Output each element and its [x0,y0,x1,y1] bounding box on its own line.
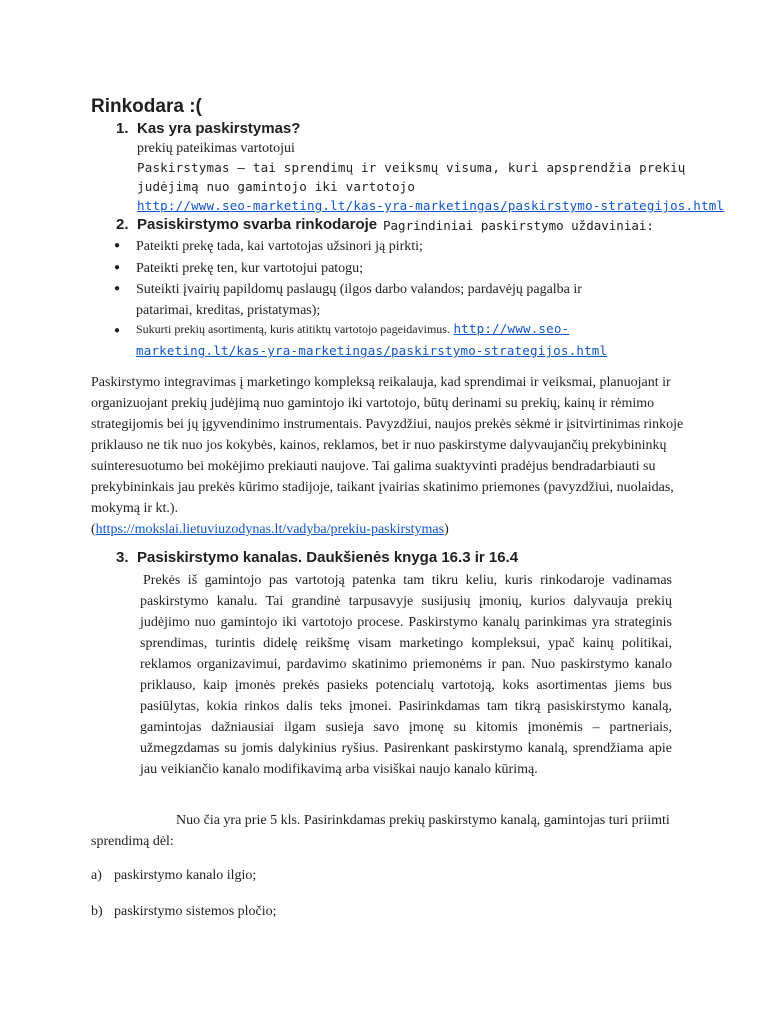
bullet-item-4-link-part1[interactable]: http://www.seo- [453,321,570,336]
section1-line1: prekių pateikimas vartotojui [137,141,295,156]
page-title: Rinkodara :( [91,96,202,117]
bullet-item-4-text: Sukurti prekių asortimentą, kuris atitiktų vartotojo pageidavimus. [136,322,450,336]
bullet-item-4 [136,318,656,362]
section2-subheading: Pagrindiniai paskirstymo uždaviniai: [383,218,654,233]
bullet-item-3: Suteikti įvairių papildomų paslaugų (ilgos darbo valandos; pardavėjų pagalba ir patarimai, kreditas, pristatymas); [136,282,582,318]
paren-open: ( [91,522,96,537]
bullet-item-1: Pateikti prekę tada, kai vartotojas užsinori ją pirkti; [136,239,423,254]
section3-paragraph: Prekės iš gamintojo pas vartotoją patenka tam tikru keliu, kuris rinkodaroje vadinamas paskirstymo kanalu. Tai grandinė tarpusavyje susijusių įmonių, kurios dalyvauja prekių judėjimo nuo gamintojo iki vartotojo procese. Paskirstymo kanalų parinkimas yra strateginis sprendimas, turintis didelę reikšmę visam marketingo kompleksui, ypač kainų politikai, reklamos organizavimui, pardavimo skatinimo priemonėms ir pan. Nuo paskirstymo kanalo priklauso, kaip įmonės prekės pasieks potencialų vartotoją, koks asortimentas jiems bus pasiūlytas, kokia rinkos dalis teks įmonei. Pasirinkdamas tam tikrą pasiskirstymo kanalą, gamintojas dažniausiai ilgam susieja savo įmonę su kitomis įmonėmis – partneriais, užmegzdamas su jomis dalykinius ryšius. Pasirenkant paskirstymo kanalą, sprendžiama apie jau veikiančio kanalo modifikavimą arba visiškai naujo kanalo kūrimą. [140,573,672,777]
section1-number: 1. [116,120,129,137]
section3-number: 3. [116,549,129,566]
bullet-icon: ● [114,325,121,336]
section1-line2: Paskirstymas – tai sprendimų ir veiksmų visuma, kuri apsprendžia prekių [137,160,686,175]
section3-heading: Pasiskirstymo kanalas. Daukšienės knyga 16.3 ir 16.4 [137,549,519,566]
paren-close: ) [444,522,449,537]
section2-heading: Pasiskirstymo svarba rinkodaroje [137,216,378,233]
list-item-b: paskirstymo sistemos pločio; [114,904,277,919]
bullet-item-2: Pateikti prekę ten, kur vartotojui patogu; [136,261,364,276]
bullet-icon: ● [114,283,121,294]
section1-line3: judėjimą nuo gamintojo iki vartotojo [137,179,416,194]
list-marker-b: b) [91,904,103,919]
section2-number: 2. [116,216,129,233]
mokslai-link[interactable]: https://mokslai.lietuviuzodynas.lt/vadyba/prekiu-paskirstymas [95,522,445,537]
list-marker-a: a) [91,868,102,883]
section1-link[interactable]: http://www.seo-marketing.lt/kas-yra-marketingas/paskirstymo-strategijos.html [137,198,725,213]
integration-paragraph-text: Paskirstymo integravimas į marketingo kompleksą reikalauja, kad sprendimai ir veiksmai, planuojant ir organizuojant prekių judėjimą nuo gamintojo iki vartotojo, būtų derinami su prekių, kainų ir rėmimo strategijomis bei jų įgyvendinimo instrumentais. Pavyzdžiui, naujos prekės sėkmė ir įsitvirtinimas rinkoje priklauso ne tik nuo jos kokybės, kainos, reklamos, bet ir nuo paskirstyme dalyvaujančių prekybininkų suinteresuotumo bei mokėjimo prekiauti naujove. Tai galima suaktyvinti pradėjus bendradarbiauti su prekybininkais jau prekės kūrimo stadijoje, taikant įvairias skatinimo priemones (pavyzdžiui, nuolaidas, mokymą ir kt.). [91,375,684,516]
section1-heading: Kas yra paskirstymas? [137,120,301,137]
bullet-icon: ● [114,262,121,273]
list-item-a: paskirstymo kanalo ilgio; [114,868,257,883]
bullet-icon: ● [114,240,121,251]
after-paragraph: Nuo čia yra prie 5 kls. Pasirinkdamas prekių paskirstymo kanalą, gamintojas turi priimti sprendimą dėl: [91,813,670,849]
integration-paragraph [91,372,689,540]
bullet-item-4-link-part2[interactable]: marketing.lt/kas-yra-marketingas/paskirstymo-strategijos.html [136,343,608,358]
